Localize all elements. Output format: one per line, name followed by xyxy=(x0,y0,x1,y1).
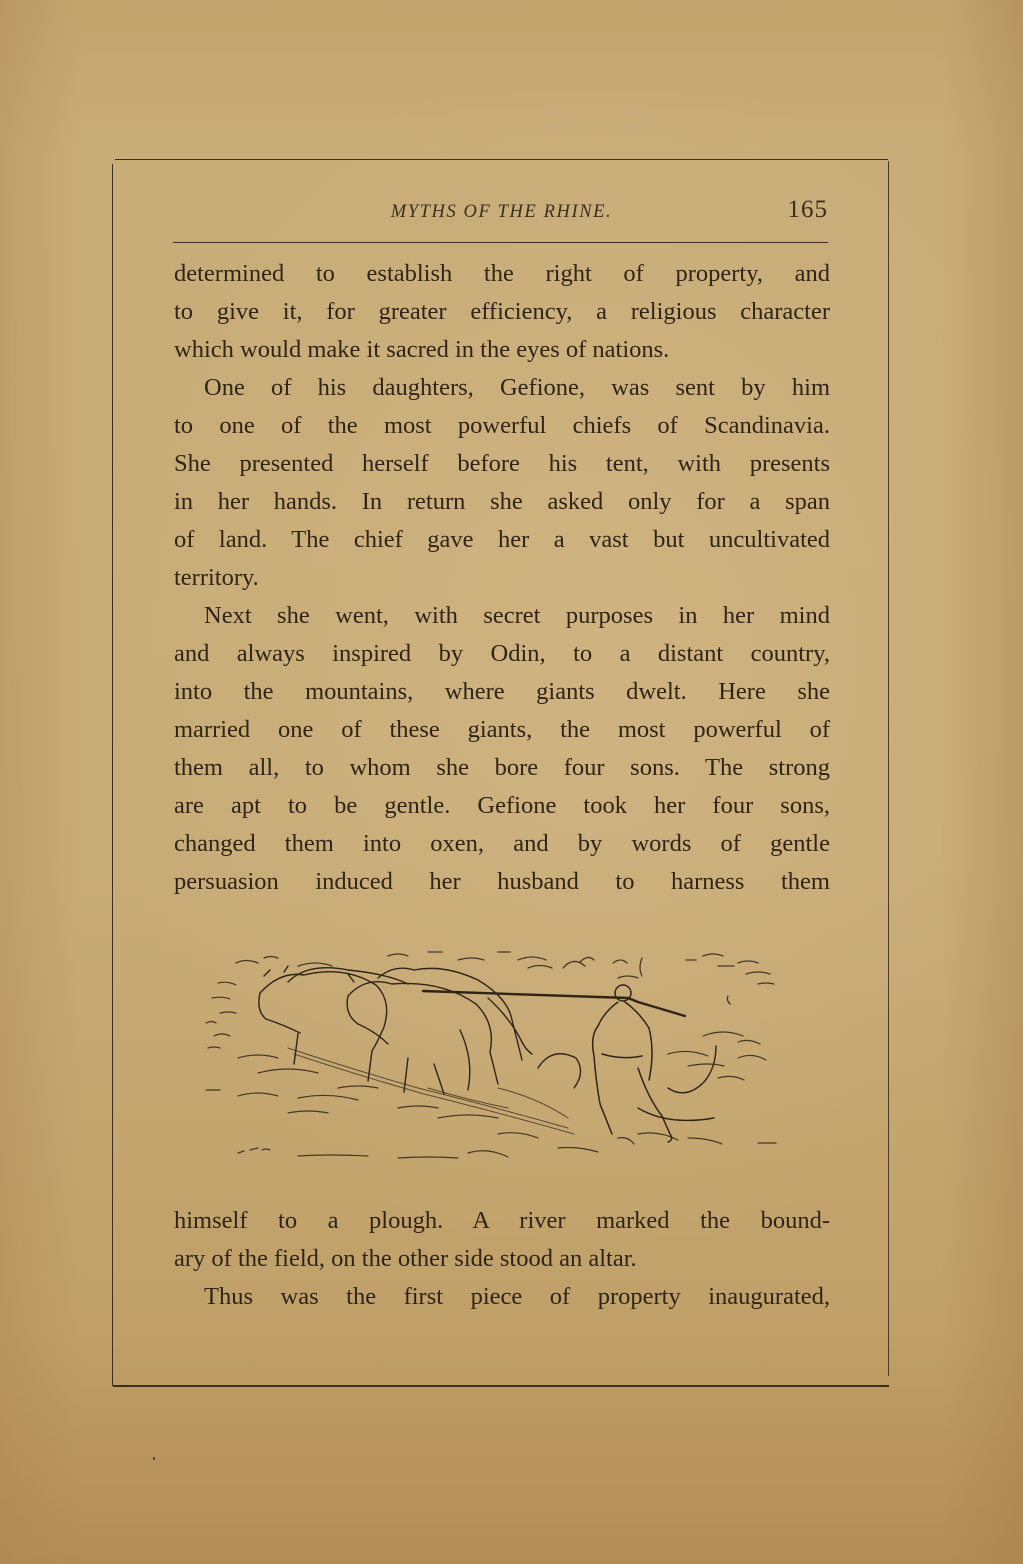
text-line: territory. xyxy=(174,564,259,591)
page-frame-bottom-rule xyxy=(113,1385,889,1387)
text-line: and always inspired by Odin, to a distant country, xyxy=(174,640,830,667)
page-frame-top-rule xyxy=(115,159,888,160)
header-rule xyxy=(173,242,828,243)
engraving xyxy=(198,938,798,1163)
paragraph-start-line: Thus was the first piece of property inaugurated, xyxy=(204,1283,830,1310)
paragraph-start-line: One of his daughters, Gefione, was sent by him xyxy=(204,374,830,401)
page-frame-left-rule xyxy=(112,164,113,1386)
ox-4 xyxy=(378,968,522,1090)
text-line: to one of the most powerful chiefs of Scandinavia. xyxy=(174,412,830,439)
paragraph-start-line: Next she went, with secret purposes in her mind xyxy=(204,602,830,629)
text-line: ary of the field, on the other side stood an altar. xyxy=(174,1245,637,1272)
ridge-shadow xyxy=(288,1048,574,1134)
page-frame-right-rule xyxy=(888,161,889,1376)
paper-speck xyxy=(153,1457,155,1460)
text-line: which would make it sacred in the eyes of nations. xyxy=(174,336,670,363)
yoke-pole xyxy=(423,991,685,1016)
text-line: in her hands. In return she asked only for a span xyxy=(174,488,830,515)
ox-tail xyxy=(488,998,532,1054)
sky-hatching xyxy=(236,952,774,1004)
text-line: changed them into oxen, and by words of gentle xyxy=(174,830,830,857)
page-number: 165 xyxy=(787,196,828,223)
text-line: into the mountains, where giants dwelt. Here she xyxy=(174,678,830,705)
text-line: determined to establish the right of property, and xyxy=(174,260,830,287)
text-line: are apt to be gentle. Gefione took her four sons, xyxy=(174,792,830,819)
text-line: himself to a plough. A river marked the bound- xyxy=(174,1207,830,1234)
running-title: MYTHS OF THE RHINE. xyxy=(390,202,613,222)
text-line: of land. The chief gave her a vast but uncultivated xyxy=(174,526,830,553)
text-line: to give it, for greater efficiency, a religious character xyxy=(174,298,830,325)
text-line: them all, to whom she bore four sons. The strong xyxy=(174,754,830,781)
text-line: persuasion induced her husband to harness them xyxy=(174,868,830,895)
running-head xyxy=(173,196,830,236)
ground-hatching xyxy=(206,982,776,1158)
body-text-bottom xyxy=(174,1202,830,1316)
body-text-top xyxy=(174,255,830,901)
oxen xyxy=(259,966,532,1094)
text-line: married one of these giants, the most powerful of xyxy=(174,716,830,743)
text-line: She presented herself before his tent, with presents xyxy=(174,450,830,477)
illustration-ploughing-oxen xyxy=(198,938,798,1163)
